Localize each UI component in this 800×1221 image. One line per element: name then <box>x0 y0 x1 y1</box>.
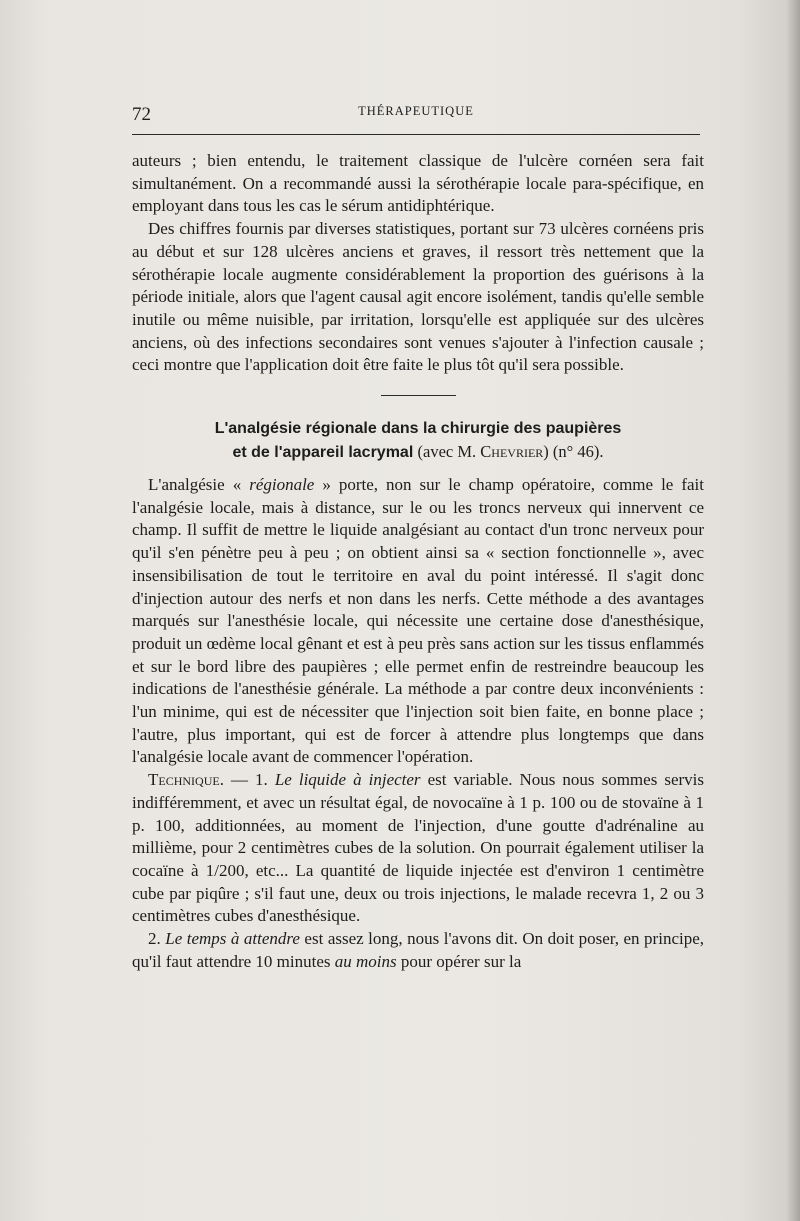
section-title-post: ) (n° 46). <box>543 442 604 462</box>
section-title-line1: L'analgésie régionale dans la chirurgie des paupières <box>214 420 622 438</box>
p5-mid: est assez long, nous l'avons dit. On doit poser, en principe, qu'il faut attendre 10 minutes <box>132 929 705 971</box>
section-author: Chevrier <box>480 442 544 462</box>
section-title <box>132 416 704 464</box>
paragraph-waiting-time <box>132 928 704 973</box>
paragraph-statistics: Des chiffres fournis par diverses statistiques, portant sur 73 ulcères cornéens pris au début et sur 128 ulcères anciens et graves, il ressort très nettement que la sérothérapie locale augmente considérablement la proportion des guérisons à la période initiale, alors que l'agent causal agit encore isolément, tandis qu'elle semble inutile ou même nuisible, par irritation, lorsqu'elle est appliquée sur des ulcères anciens, où des infections secondaires sont venues s'ajouter à l'infection causale ; ceci montre que l'application doit être faite le plus tôt qu'il sera possible. <box>132 219 704 375</box>
p5-post: pour opérer sur la <box>396 951 522 971</box>
paragraph-analgesia <box>132 474 704 769</box>
section-separator <box>381 395 456 396</box>
p3-italic: régionale <box>249 475 315 495</box>
page-header <box>132 100 700 126</box>
page-edge-shadow <box>786 0 800 1221</box>
p5-italic-1: Le temps à attendre <box>165 929 300 949</box>
page-body <box>132 150 704 974</box>
section-title-pre: (avec M. <box>417 442 481 462</box>
technique-dash: — 1. <box>223 770 275 790</box>
p3-text: » porte, non sur le champ opératoire, comme le fait l'analgésie locale, mais à distance, sur le ou les troncs nerveux qui innervent ce champ. Il suffit de mettre le liquide analgésiant au contact d'un tronc nerveux pour qu'il s'en pénètre peu à peu ; on obtient ainsi sa « section fonctionnelle », avec insensibilisation de tout le territoire en aval du point intéressé. Il s'agit donc d'injection autour des nerfs et non dans les nerfs. Cette méthode a des avantages marqués sur l'anesthésie locale, qui nécessite une certaine dose d'anesthésique, produit un œdème local gênant et est à peu près sans action sur les tissus enflammés et sur le bord libre des paupières ; elle permet enfin de restreindre beaucoup les indications de l'anesthésie générale. La méthode a par contre deux inconvénients : l'un minime, qui est de nécessiter que l'injection soit bien faite, en bonne place ; l'autre, plus important, qui est de forcer à attendre plus longtemps que dans l'analgésie locale avant de commencer l'opération. <box>132 475 704 767</box>
p5-pre: 2. <box>148 929 166 949</box>
p3-pre: L'analgésie « <box>148 475 250 495</box>
running-head: THÉRAPEUTIQUE <box>358 104 474 118</box>
header-rule <box>132 134 700 135</box>
technique-italic: Le liquide à injecter <box>274 770 421 790</box>
paragraph-technique <box>132 769 704 928</box>
section-title-line2: et de l'appareil lacrymal <box>232 444 414 462</box>
paragraph-continuation: auteurs ; bien entendu, le traitement classique de l'ulcère cornéen sera fait simultanément. On a recommandé aussi la sérothérapie locale para-spécifique, en employant dans tous les cas le sérum antidiphtérique. <box>132 151 704 216</box>
technique-text: est variable. Nous nous sommes servis indifféremment, et avec un résultat égal, de novocaïne à 1 p. 100 ou de stovaïne à 1 p. 100, additionnées, au moment de l'injection, d'une goutte d'adrénaline au millième, pour 2 centimètres cubes de la solution. On pourrait également utiliser la cocaïne à 1/200, etc... La quantité de liquide injectée est d'environ 1 centimètre cube par piqûre ; s'il faut une, deux ou trois injections, le malade recevra 1, 2 ou 3 centimètres cubes d'anesthésique. <box>132 770 704 926</box>
p5-italic-2: au moins <box>334 951 397 971</box>
page-number: 72 <box>132 104 151 125</box>
technique-label: Technique. <box>148 770 224 790</box>
